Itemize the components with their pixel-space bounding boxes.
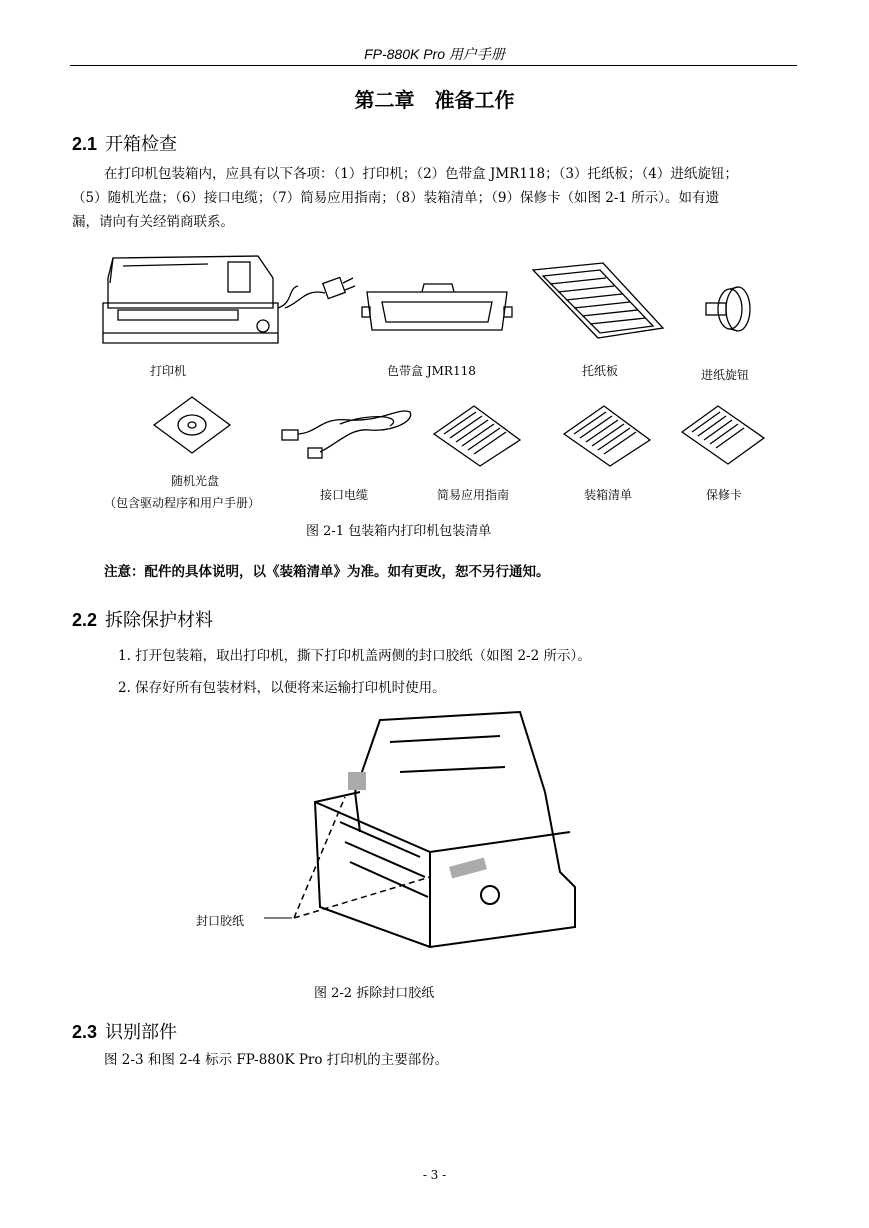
- item-label-ribbon: 色带盒 JMR118: [387, 364, 476, 378]
- item-label-knob: 进纸旋钮: [701, 368, 750, 382]
- section-title: 识别部件: [105, 1022, 178, 1043]
- power-plug-illustration: [285, 268, 365, 318]
- printer-illustration: [98, 248, 298, 348]
- quick-guide-illustration: [432, 404, 522, 466]
- figure-2-2-caption: 图 2-2 拆除封口胶纸: [314, 986, 435, 1001]
- step-2: 2. 保存好所有包装材料，以便将来运输打印机时使用。: [118, 680, 446, 696]
- item-label-cd-note: （包含驱动程序和用户手册）: [104, 496, 261, 510]
- note: 注意：配件的具体说明，以《装箱清单》为准。如有更改，恕不另行通知。: [104, 564, 550, 580]
- intro-line-1: 在打印机包装箱内，应具有以下各项：（1）打印机；（2）色带盒 JMR118；（3）托纸板；（4）进纸旋钮；: [104, 166, 738, 182]
- item-label-cd: 随机光盘: [171, 474, 220, 488]
- section-heading-2-3: [72, 1018, 177, 1044]
- page-number: - 3 -: [422, 1168, 447, 1182]
- section-number: 2.2: [72, 610, 98, 630]
- item-label-printer: 打印机: [150, 364, 187, 378]
- feed-knob-illustration: [700, 285, 760, 335]
- printer-tape-illustration: [300, 712, 580, 962]
- section-title: 开箱检查: [105, 134, 178, 155]
- item-label-warranty: 保修卡: [706, 488, 743, 502]
- section-3-text: 图 2-3 和图 2-4 标示 FP-880K Pro 打印机的主要部份。: [104, 1052, 449, 1068]
- intro-line-2: （5）随机光盘；（6）接口电缆；（7）简易应用指南；（8）装箱清单；（9）保修卡（如图 2-1 所示）。如有遗: [72, 190, 720, 206]
- figure-2-1-caption: 图 2-1 包装箱内打印机包装清单: [306, 524, 492, 539]
- intro-line-3: 漏，请向有关经销商联系。: [72, 214, 234, 230]
- packing-list-illustration: [562, 404, 652, 466]
- usb-cable-illustration: [280, 402, 415, 462]
- page-header: FP-880K Pro 用户手册: [364, 46, 505, 62]
- section-heading-2-2: [72, 606, 213, 632]
- paper-tray-illustration: [528, 258, 668, 348]
- item-label-cable: 接口电缆: [320, 488, 369, 502]
- section-heading-2-1: [72, 130, 177, 156]
- ribbon-cartridge-illustration: [362, 282, 512, 342]
- warranty-card-illustration: [680, 404, 766, 464]
- section-number: 2.1: [72, 134, 98, 154]
- item-label-paper-tray: 托纸板: [582, 364, 619, 378]
- tape-label: 封口胶纸: [196, 914, 245, 928]
- item-label-packing-list: 装箱清单: [584, 488, 633, 502]
- chapter-title: 第二章 准备工作: [354, 88, 515, 112]
- cd-illustration: [152, 395, 232, 455]
- header-rule: [70, 65, 797, 66]
- section-title: 拆除保护材料: [105, 610, 214, 631]
- section-number: 2.3: [72, 1022, 98, 1042]
- step-1: 1. 打开包装箱，取出打印机，撕下打印机盖两侧的封口胶纸（如图 2-2 所示）。: [118, 648, 591, 664]
- item-label-guide: 简易应用指南: [437, 488, 510, 502]
